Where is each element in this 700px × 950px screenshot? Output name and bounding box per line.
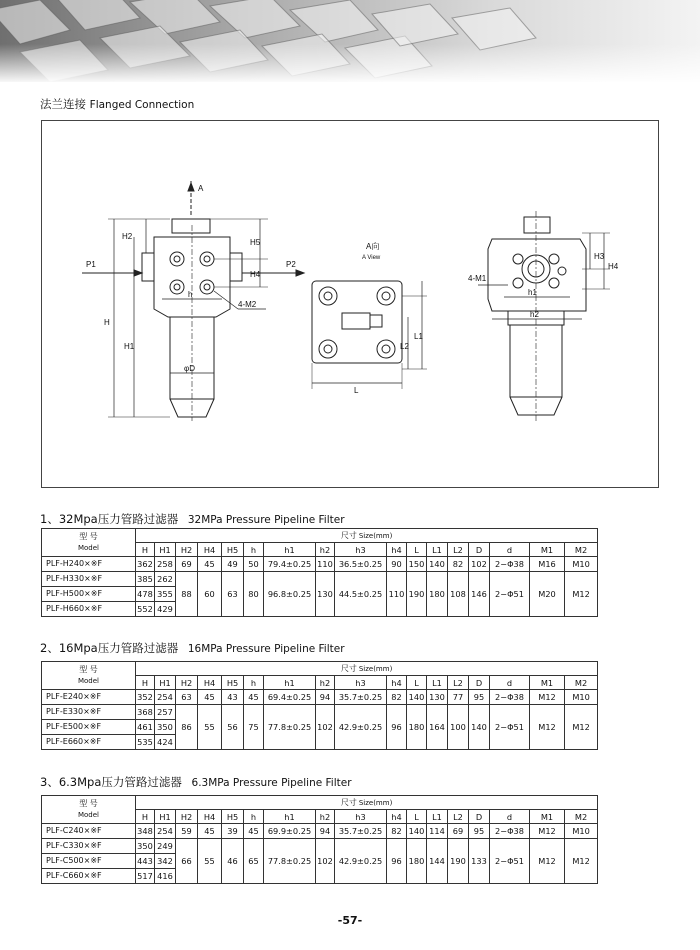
label-phi-d: φD xyxy=(184,364,195,373)
h1-cell: 258 xyxy=(155,557,176,572)
table2-title-cn: 2、16Mpa压力管路过滤器 xyxy=(40,641,179,655)
value-cell: M12 xyxy=(565,572,598,617)
a-view xyxy=(312,281,427,389)
column-header: h1 xyxy=(264,676,316,690)
value-cell: 42.9±0.25 xyxy=(335,705,387,750)
label-h5: H5 xyxy=(250,238,261,247)
label-h: H xyxy=(104,318,110,327)
model-cell: PLF-C330×※F xyxy=(42,839,136,854)
h1-cell: 262 xyxy=(155,572,176,587)
model-cell: PLF-E660×※F xyxy=(42,735,136,750)
table1-title-cn: 1、32Mpa压力管路过滤器 xyxy=(40,512,179,526)
label-l1: L1 xyxy=(414,332,423,341)
size-header-en: Size(mm) xyxy=(358,798,393,807)
value-cell: M10 xyxy=(565,557,598,572)
column-header: h2 xyxy=(316,676,335,690)
h1-cell: 424 xyxy=(155,735,176,750)
h1-cell: 257 xyxy=(155,705,176,720)
h-cell: 385 xyxy=(136,572,155,587)
front-view xyxy=(82,181,304,421)
column-header: h1 xyxy=(264,543,316,557)
section-title-cn: 法兰连接 xyxy=(40,97,86,111)
label-a-view-en: A View xyxy=(362,255,381,261)
column-header: h1 xyxy=(264,810,316,824)
value-cell: 82 xyxy=(448,557,469,572)
value-cell: 102 xyxy=(469,557,490,572)
table-header-row xyxy=(42,796,598,810)
model-cell: PLF-E330×※F xyxy=(42,705,136,720)
model-header-en: Model xyxy=(77,811,100,819)
value-cell: 75 xyxy=(244,705,264,750)
model-cell: PLF-E500×※F xyxy=(42,720,136,735)
column-header: M2 xyxy=(565,676,598,690)
column-header: H5 xyxy=(222,810,244,824)
column-header: h4 xyxy=(387,676,407,690)
a-view-labels xyxy=(354,241,423,395)
side-view xyxy=(478,211,610,421)
value-cell: 35.7±0.25 xyxy=(335,824,387,839)
column-header: D xyxy=(469,676,490,690)
column-header: D xyxy=(469,543,490,557)
column-header: L xyxy=(407,676,427,690)
value-cell: 2−Φ51 xyxy=(490,705,530,750)
value-cell: 66 xyxy=(176,839,198,884)
value-cell: M12 xyxy=(530,839,565,884)
column-header: d xyxy=(490,810,530,824)
value-cell: 55 xyxy=(198,839,222,884)
h1-cell: 355 xyxy=(155,587,176,602)
table-header-row xyxy=(42,662,598,676)
column-header: H1 xyxy=(155,543,176,557)
value-cell: 69.9±0.25 xyxy=(264,824,316,839)
label-small-h1: h1 xyxy=(528,288,537,297)
value-cell: 86 xyxy=(176,705,198,750)
value-cell: 88 xyxy=(176,572,198,617)
value-cell: 95 xyxy=(469,690,490,705)
value-cell: M12 xyxy=(530,690,565,705)
value-cell: 44.5±0.25 xyxy=(335,572,387,617)
value-cell: 69.4±0.25 xyxy=(264,690,316,705)
label-4-m1: 4-M1 xyxy=(468,274,487,283)
model-header-cn: 型 号 xyxy=(79,665,98,674)
size-header-cn: 尺寸 xyxy=(340,663,357,673)
h1-cell: 249 xyxy=(155,839,176,854)
label-h2: H2 xyxy=(122,232,133,241)
value-cell: 133 xyxy=(469,839,490,884)
label-l2: L2 xyxy=(400,342,409,351)
h1-cell: 254 xyxy=(155,690,176,705)
spec-table-32mpa xyxy=(41,528,598,617)
technical-drawing-frame xyxy=(41,120,659,488)
model-header xyxy=(42,796,136,824)
value-cell: 95 xyxy=(469,824,490,839)
value-cell: 102 xyxy=(316,705,335,750)
value-cell: 2−Φ38 xyxy=(490,824,530,839)
value-cell: M12 xyxy=(530,824,565,839)
size-header xyxy=(136,796,598,810)
column-header: h xyxy=(244,543,264,557)
value-cell: 45 xyxy=(198,824,222,839)
value-cell: 130 xyxy=(427,690,448,705)
value-cell: 180 xyxy=(407,839,427,884)
value-cell: 56 xyxy=(222,705,244,750)
column-header: H5 xyxy=(222,543,244,557)
model-header-cn: 型 号 xyxy=(79,799,98,808)
model-header xyxy=(42,662,136,690)
h-cell: 552 xyxy=(136,602,155,617)
column-header: h4 xyxy=(387,543,407,557)
value-cell: M12 xyxy=(565,705,598,750)
table-row xyxy=(42,839,598,854)
value-cell: 80 xyxy=(244,572,264,617)
value-cell: 55 xyxy=(198,705,222,750)
column-header: H2 xyxy=(176,676,198,690)
h-cell: 535 xyxy=(136,735,155,750)
value-cell: 110 xyxy=(387,572,407,617)
column-header: H2 xyxy=(176,810,198,824)
value-cell: 69 xyxy=(448,824,469,839)
value-cell: 77 xyxy=(448,690,469,705)
value-cell: M20 xyxy=(530,572,565,617)
spec-table-6-3mpa xyxy=(41,795,598,884)
value-cell: 114 xyxy=(427,824,448,839)
value-cell: 96.8±0.25 xyxy=(264,572,316,617)
label-h4-side: H4 xyxy=(608,262,619,271)
size-header-cn: 尺寸 xyxy=(340,797,357,807)
column-header: M1 xyxy=(530,676,565,690)
label-small-h2: h2 xyxy=(530,310,539,319)
column-header: H4 xyxy=(198,676,222,690)
value-cell: 190 xyxy=(407,572,427,617)
value-cell: 43 xyxy=(222,690,244,705)
value-cell: 45 xyxy=(244,824,264,839)
size-header xyxy=(136,529,598,543)
column-header: h3 xyxy=(335,810,387,824)
value-cell: 146 xyxy=(469,572,490,617)
keyboard-banner-image xyxy=(0,0,700,82)
value-cell: 36.5±0.25 xyxy=(335,557,387,572)
page-number: -57- xyxy=(337,914,363,927)
h1-cell: 342 xyxy=(155,854,176,869)
value-cell: 130 xyxy=(316,572,335,617)
h-cell: 461 xyxy=(136,720,155,735)
column-header: L2 xyxy=(448,676,469,690)
column-header: M1 xyxy=(530,810,565,824)
value-cell: 96 xyxy=(387,839,407,884)
table-row xyxy=(42,557,598,572)
h-cell: 443 xyxy=(136,854,155,869)
column-header: H1 xyxy=(155,676,176,690)
label-h4: H4 xyxy=(250,270,261,279)
value-cell: 60 xyxy=(198,572,222,617)
column-header: h xyxy=(244,810,264,824)
column-header: L2 xyxy=(448,810,469,824)
section-title-en: Flanged Connection xyxy=(89,99,195,111)
value-cell: 180 xyxy=(407,705,427,750)
filter-technical-drawing xyxy=(42,121,658,487)
value-cell: M10 xyxy=(565,690,598,705)
column-header: H5 xyxy=(222,676,244,690)
value-cell: 77.8±0.25 xyxy=(264,705,316,750)
value-cell: 82 xyxy=(387,824,407,839)
value-cell: 94 xyxy=(316,824,335,839)
model-cell: PLF-E240×※F xyxy=(42,690,136,705)
column-header: H1 xyxy=(155,810,176,824)
column-header: H4 xyxy=(198,543,222,557)
column-header: d xyxy=(490,543,530,557)
value-cell: 140 xyxy=(407,690,427,705)
column-header: L2 xyxy=(448,543,469,557)
value-cell: 96 xyxy=(387,705,407,750)
table1-title xyxy=(40,511,345,527)
model-header-en: Model xyxy=(77,544,100,552)
table2-title-en: 16MPa Pressure Pipeline Filter xyxy=(187,643,345,655)
column-header: H xyxy=(136,810,155,824)
value-cell: 42.9±0.25 xyxy=(335,839,387,884)
label-h1: H1 xyxy=(124,342,135,351)
table3-title xyxy=(40,774,352,790)
value-cell: M12 xyxy=(530,705,565,750)
column-header: L1 xyxy=(427,810,448,824)
model-cell: PLF-H500×※F xyxy=(42,587,136,602)
label-l: L xyxy=(354,386,359,395)
column-header: h4 xyxy=(387,810,407,824)
column-header: M1 xyxy=(530,543,565,557)
h-cell: 348 xyxy=(136,824,155,839)
value-cell: 102 xyxy=(316,839,335,884)
h1-cell: 416 xyxy=(155,869,176,884)
column-header: L1 xyxy=(427,676,448,690)
value-cell: 164 xyxy=(427,705,448,750)
column-header: L1 xyxy=(427,543,448,557)
h-cell: 362 xyxy=(136,557,155,572)
h-cell: 352 xyxy=(136,690,155,705)
value-cell: 49 xyxy=(222,557,244,572)
table3-title-en: 6.3MPa Pressure Pipeline Filter xyxy=(191,777,352,789)
value-cell: 144 xyxy=(427,839,448,884)
model-cell: PLF-C660×※F xyxy=(42,869,136,884)
model-cell: PLF-H330×※F xyxy=(42,572,136,587)
value-cell: 46 xyxy=(222,839,244,884)
value-cell: 2−Φ38 xyxy=(490,690,530,705)
spec-table-16mpa xyxy=(41,661,598,750)
model-cell: PLF-C240×※F xyxy=(42,824,136,839)
value-cell: 140 xyxy=(469,705,490,750)
size-header-en: Size(mm) xyxy=(358,664,393,673)
table-row xyxy=(42,572,598,587)
table-header-row xyxy=(42,529,598,543)
model-cell: PLF-H240×※F xyxy=(42,557,136,572)
size-header xyxy=(136,662,598,676)
value-cell: 65 xyxy=(244,839,264,884)
column-header: h3 xyxy=(335,543,387,557)
size-header-en: Size(mm) xyxy=(358,531,393,540)
column-header: h2 xyxy=(316,810,335,824)
model-cell: PLF-H660×※F xyxy=(42,602,136,617)
h-cell: 517 xyxy=(136,869,155,884)
value-cell: 45 xyxy=(198,690,222,705)
value-cell: 190 xyxy=(448,839,469,884)
column-header: H xyxy=(136,543,155,557)
side-view-labels xyxy=(468,252,619,319)
column-header: M2 xyxy=(565,543,598,557)
value-cell: 79.4±0.25 xyxy=(264,557,316,572)
label-h3: H3 xyxy=(594,252,605,261)
column-header: H xyxy=(136,676,155,690)
column-header: H2 xyxy=(176,543,198,557)
table-row xyxy=(42,690,598,705)
model-header xyxy=(42,529,136,557)
label-4-m2: 4-M2 xyxy=(238,300,257,309)
value-cell: 150 xyxy=(407,557,427,572)
table3-title-cn: 3、6.3Mpa压力管路过滤器 xyxy=(40,775,182,789)
value-cell: 82 xyxy=(387,690,407,705)
value-cell: 63 xyxy=(176,690,198,705)
value-cell: 35.7±0.25 xyxy=(335,690,387,705)
value-cell: M16 xyxy=(530,557,565,572)
value-cell: 2−Φ38 xyxy=(490,557,530,572)
value-cell: M10 xyxy=(565,824,598,839)
value-cell: 90 xyxy=(387,557,407,572)
model-header-cn: 型 号 xyxy=(79,532,98,541)
label-a-view-cn: A向 xyxy=(366,242,380,251)
value-cell: 59 xyxy=(176,824,198,839)
column-header: h2 xyxy=(316,543,335,557)
column-header: D xyxy=(469,810,490,824)
column-header: L xyxy=(407,543,427,557)
model-cell: PLF-C500×※F xyxy=(42,854,136,869)
h1-cell: 254 xyxy=(155,824,176,839)
model-header-en: Model xyxy=(77,677,100,685)
column-header: H4 xyxy=(198,810,222,824)
h-cell: 478 xyxy=(136,587,155,602)
h-cell: 368 xyxy=(136,705,155,720)
value-cell: 39 xyxy=(222,824,244,839)
value-cell: 45 xyxy=(198,557,222,572)
column-header: L xyxy=(407,810,427,824)
label-small-h: h xyxy=(188,290,193,299)
value-cell: 69 xyxy=(176,557,198,572)
value-cell: 110 xyxy=(316,557,335,572)
value-cell: 100 xyxy=(448,705,469,750)
table-row xyxy=(42,824,598,839)
h1-cell: 429 xyxy=(155,602,176,617)
table-row xyxy=(42,705,598,720)
value-cell: M12 xyxy=(565,839,598,884)
value-cell: 63 xyxy=(222,572,244,617)
value-cell: 50 xyxy=(244,557,264,572)
value-cell: 140 xyxy=(427,557,448,572)
header-banner xyxy=(0,0,700,82)
value-cell: 77.8±0.25 xyxy=(264,839,316,884)
value-cell: 180 xyxy=(427,572,448,617)
h1-cell: 350 xyxy=(155,720,176,735)
label-p2: P2 xyxy=(286,260,296,269)
column-header: d xyxy=(490,676,530,690)
value-cell: 140 xyxy=(407,824,427,839)
column-header: h3 xyxy=(335,676,387,690)
label-a-arrow: A xyxy=(198,184,204,193)
h-cell: 350 xyxy=(136,839,155,854)
value-cell: 2−Φ51 xyxy=(490,572,530,617)
table1-title-en: 32MPa Pressure Pipeline Filter xyxy=(187,514,345,526)
value-cell: 45 xyxy=(244,690,264,705)
drawing-section-title xyxy=(40,96,194,112)
table2-title xyxy=(40,640,345,656)
column-header: h xyxy=(244,676,264,690)
value-cell: 108 xyxy=(448,572,469,617)
value-cell: 94 xyxy=(316,690,335,705)
label-p1: P1 xyxy=(86,260,96,269)
value-cell: 2−Φ51 xyxy=(490,839,530,884)
size-header-cn: 尺寸 xyxy=(340,530,357,540)
column-header: M2 xyxy=(565,810,598,824)
